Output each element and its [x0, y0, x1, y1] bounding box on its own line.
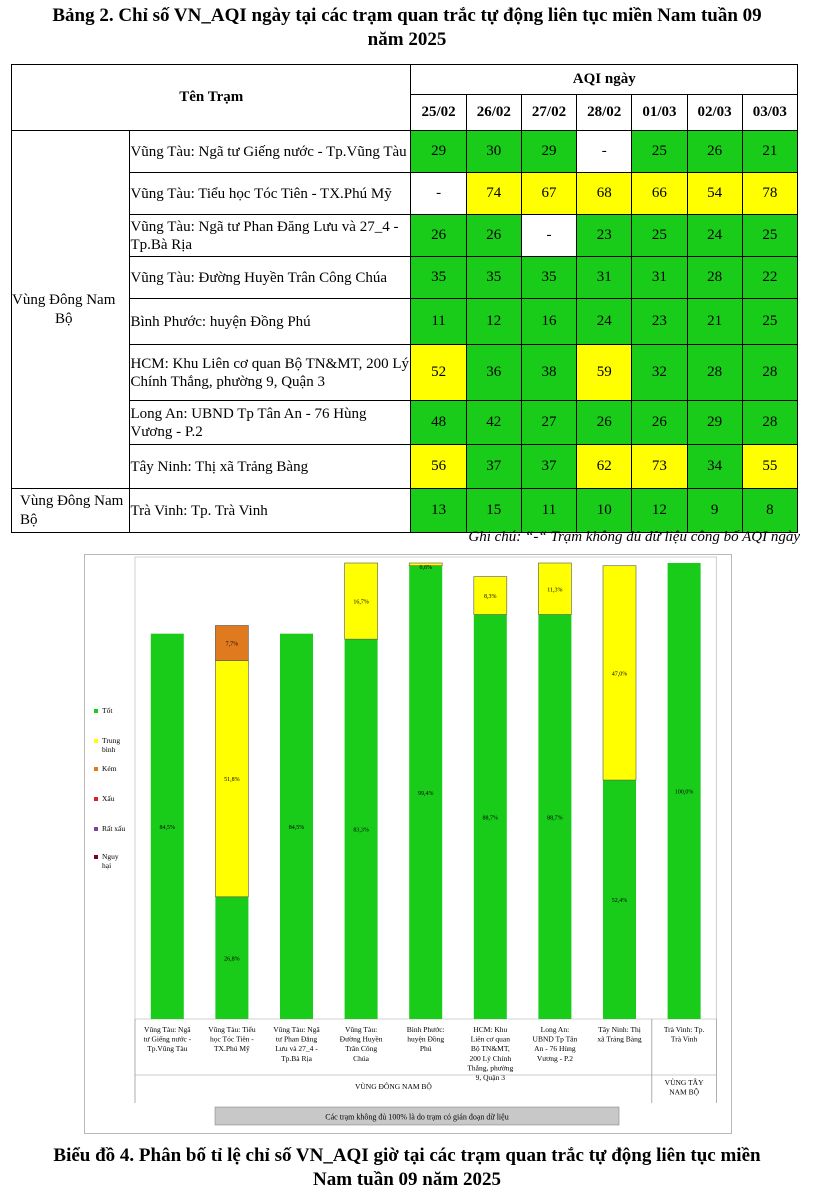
aqi-value-cell: 38: [521, 345, 576, 401]
aqi-value-cell: 26: [632, 401, 687, 445]
table-title-line2: năm 2025: [367, 29, 447, 50]
data-label: 84,5%: [159, 824, 176, 831]
aqi-value-cell: 26: [466, 215, 521, 257]
aqi-value-cell: 30: [466, 131, 521, 173]
table-row: [12, 257, 798, 299]
aqi-value-cell: 12: [466, 299, 521, 345]
legend-label: Kém: [102, 764, 117, 773]
data-label: 0,6%: [419, 565, 432, 571]
aqi-value-cell: 13: [411, 489, 466, 533]
header-station: Tên Trạm: [12, 65, 411, 131]
aqi-value-cell: 31: [632, 257, 687, 299]
legend-label: Rất xấu: [102, 824, 126, 833]
data-label: 99,4%: [417, 790, 434, 797]
station-cell: Tây Ninh: Thị xã Trảng Bàng: [130, 445, 411, 489]
category-tick-label: Thắng, phường: [467, 1063, 514, 1073]
station-cell: Vũng Tàu: Đường Huyền Trân Công Chúa: [130, 257, 411, 299]
date-header: 27/02: [521, 95, 576, 131]
category-tick-label: xã Trảng Bàng: [597, 1034, 642, 1044]
category-tick-label: Tp.Vũng Tàu: [147, 1044, 188, 1054]
aqi-value-cell: 42: [466, 401, 521, 445]
data-label: 51,8%: [224, 777, 240, 784]
legend-label: Xấu: [102, 794, 115, 803]
category-tick-label: TX.Phú Mỹ: [213, 1044, 250, 1054]
legend-label: bình: [102, 745, 116, 754]
date-header: 25/02: [411, 95, 466, 131]
aqi-value-cell: 29: [521, 131, 576, 173]
category-tick-label: huyện Đồng: [407, 1034, 445, 1044]
aqi-value-cell: 28: [687, 345, 742, 401]
group-label: NAM BỘ: [669, 1087, 699, 1097]
aqi-value-cell: 26: [577, 401, 632, 445]
category-tick-label: Trân Công: [345, 1044, 378, 1054]
category-tick-label: tư Phan Đăng: [275, 1034, 318, 1044]
aqi-value-cell: 21: [742, 131, 797, 173]
data-label: 83,3%: [353, 827, 369, 834]
stacked-bar-chart: [85, 555, 731, 1133]
aqi-value-cell: 25: [742, 299, 797, 345]
date-header: 01/03: [632, 95, 687, 131]
category-tick-label: 200 Lý Chính: [469, 1053, 512, 1063]
station-cell: Bình Phước: huyện Đồng Phú: [130, 299, 411, 345]
category-tick-label: Bộ TN&MT,: [470, 1044, 510, 1054]
category-tick-label: HCM: Khu: [473, 1025, 508, 1034]
aqi-value-cell: 28: [742, 345, 797, 401]
aqi-value-cell: 26: [687, 131, 742, 173]
aqi-value-cell: 52: [411, 345, 466, 401]
aqi-value-cell: 11: [521, 489, 576, 533]
chart-caption: [0, 1144, 814, 1192]
legend-label: Tốt: [102, 706, 113, 715]
aqi-value-cell: 73: [632, 445, 687, 489]
data-label: 88,7%: [482, 815, 499, 822]
aqi-value-cell: 55: [742, 445, 797, 489]
aqi-value-cell: 29: [687, 401, 742, 445]
legend-swatch: [94, 827, 98, 831]
aqi-value-cell: 15: [466, 489, 521, 533]
aqi-value-cell: 37: [521, 445, 576, 489]
legend-swatch: [94, 797, 98, 801]
aqi-value-cell: 74: [466, 173, 521, 215]
aqi-value-cell: 62: [577, 445, 632, 489]
aqi-value-cell: 78: [742, 173, 797, 215]
aqi-value-cell: 24: [687, 215, 742, 257]
chart-footnote: Các trạm không đủ 100% là do trạm có gián đoạn dữ liệu: [325, 1112, 509, 1122]
legend-label: hại: [102, 861, 112, 870]
table-row: [12, 173, 798, 215]
aqi-value-cell: 25: [632, 131, 687, 173]
legend-swatch: [94, 739, 98, 743]
date-header: 02/03: [687, 95, 742, 131]
aqi-value-cell: -: [577, 131, 632, 173]
category-tick-label: Vũng Tàu: Ngã: [273, 1025, 320, 1034]
table-row: [12, 345, 798, 401]
legend-swatch: [94, 709, 98, 713]
aqi-value-cell: 9: [687, 489, 742, 533]
aqi-value-cell: 21: [687, 299, 742, 345]
data-label: 7,7%: [225, 641, 239, 648]
aqi-value-cell: 37: [466, 445, 521, 489]
category-tick-label: Trà Vinh: [670, 1034, 698, 1044]
aqi-value-cell: 22: [742, 257, 797, 299]
data-label: 16,7%: [353, 599, 369, 606]
data-label: 11,3%: [547, 587, 563, 594]
data-label: 26,8%: [224, 956, 240, 963]
category-tick-label: Long An:: [540, 1025, 570, 1034]
aqi-value-cell: 23: [632, 299, 687, 345]
category-tick-label: Tp.Bà Rịa: [281, 1053, 312, 1063]
aqi-value-cell: 54: [687, 173, 742, 215]
aqi-value-cell: 32: [632, 345, 687, 401]
table-row: [12, 131, 798, 173]
data-label: 47,0%: [611, 671, 628, 678]
aqi-value-cell: 56: [411, 445, 466, 489]
table-note: Ghi chú: “-“ Trạm không đủ dữ liệu công bố AQI ngày: [468, 529, 800, 545]
aqi-value-cell: 67: [521, 173, 576, 215]
region-cell: Vùng Đông Nam Bộ: [12, 131, 130, 489]
aqi-value-cell: 34: [687, 445, 742, 489]
aqi-value-cell: 16: [521, 299, 576, 345]
aqi-value-cell: 35: [521, 257, 576, 299]
category-tick-label: Tây Ninh: Thị: [598, 1025, 641, 1034]
table-title: [0, 4, 814, 52]
category-tick-label: 9, Quận 3: [475, 1073, 505, 1082]
table-row: [12, 215, 798, 257]
aqi-value-cell: 8: [742, 489, 797, 533]
group-label: VÙNG TÂY: [664, 1078, 704, 1087]
data-label: 84,5%: [288, 824, 305, 831]
aqi-value-cell: 31: [577, 257, 632, 299]
category-tick-label: Liên cơ quan: [470, 1034, 510, 1044]
aqi-value-cell: 35: [411, 257, 466, 299]
aqi-value-cell: 25: [632, 215, 687, 257]
aqi-value-cell: -: [411, 173, 466, 215]
station-cell: Long An: UBND Tp Tân An - 76 Hùng Vương - P.2: [130, 401, 411, 445]
aqi-value-cell: 28: [742, 401, 797, 445]
date-header: 03/03: [742, 95, 797, 131]
aqi-value-cell: 29: [411, 131, 466, 173]
category-tick-label: tư Giếng nước -: [143, 1034, 192, 1044]
station-cell: Trà Vinh: Tp. Trà Vinh: [130, 489, 411, 533]
category-tick-label: Lưu và 27_4 -: [275, 1044, 318, 1054]
region-cell: Vùng Đông Nam Bộ: [12, 489, 130, 533]
aqi-value-cell: 66: [632, 173, 687, 215]
aqi-table: [11, 64, 798, 533]
station-cell: Vũng Tàu: Tiểu học Tóc Tiên - TX.Phú Mỹ: [130, 173, 411, 215]
category-tick-label: Vũng Tàu:: [345, 1025, 378, 1034]
chart-caption-line2: Nam tuần 09 năm 2025: [313, 1169, 501, 1190]
legend-label: Nguy: [102, 852, 119, 861]
category-tick-label: An - 76 Hùng: [534, 1044, 576, 1054]
aqi-value-cell: 25: [742, 215, 797, 257]
category-tick-label: Vương - P.2: [536, 1053, 573, 1063]
category-tick-label: Trà Vinh: Tp.: [663, 1025, 705, 1034]
table-row: [12, 489, 798, 533]
aqi-value-cell: 28: [687, 257, 742, 299]
legend-swatch: [94, 767, 98, 771]
category-tick-label: học Tóc Tiên -: [209, 1034, 254, 1044]
date-header: 26/02: [466, 95, 521, 131]
aqi-value-cell: 59: [577, 345, 632, 401]
aqi-value-cell: 48: [411, 401, 466, 445]
aqi-value-cell: 27: [521, 401, 576, 445]
data-label: 52,4%: [611, 898, 628, 905]
aqi-value-cell: 26: [411, 215, 466, 257]
aqi-value-cell: 10: [577, 489, 632, 533]
station-cell: HCM: Khu Liên cơ quan Bộ TN&MT, 200 Lý Chính Thắng, phường 9, Quận 3: [130, 345, 411, 401]
aqi-value-cell: 35: [466, 257, 521, 299]
station-cell: Vũng Tàu: Ngã tư Phan Đăng Lưu và 27_4 - Tp.Bà Rịa: [130, 215, 411, 257]
station-cell: Vũng Tàu: Ngã tư Giếng nước - Tp.Vũng Tàu: [130, 131, 411, 173]
legend-label: Trung: [102, 736, 121, 745]
chart-frame: [84, 554, 732, 1134]
table-title-line1: Bảng 2. Chỉ số VN_AQI ngày tại các trạm quan trắc tự động liên tục miền Nam tuần 09: [52, 5, 762, 26]
category-tick-label: UBND Tp Tân: [532, 1034, 578, 1044]
table-row: [12, 401, 798, 445]
table-row: [12, 445, 798, 489]
data-label: 8,3%: [484, 594, 497, 601]
category-tick-label: Đường Huyền: [339, 1034, 383, 1044]
category-tick-label: Bình Phước:: [406, 1025, 445, 1034]
chart-caption-line1: Biểu đồ 4. Phân bố tỉ lệ chỉ số VN_AQI giờ tại các trạm quan trắc tự động liên tục miền: [53, 1145, 761, 1166]
date-header: 28/02: [577, 95, 632, 131]
data-label: 100,0%: [674, 789, 694, 796]
aqi-value-cell: 24: [577, 299, 632, 345]
data-label: 88,7%: [547, 815, 563, 822]
category-tick-label: Chúa: [353, 1053, 370, 1063]
group-label: VÙNG ĐÔNG NAM BỘ: [354, 1082, 432, 1091]
aqi-value-cell: 23: [577, 215, 632, 257]
legend-swatch: [94, 855, 98, 859]
aqi-value-cell: 11: [411, 299, 466, 345]
aqi-value-cell: 36: [466, 345, 521, 401]
aqi-value-cell: 12: [632, 489, 687, 533]
header-aqi: AQI ngày: [411, 65, 798, 95]
aqi-value-cell: -: [521, 215, 576, 257]
aqi-value-cell: 68: [577, 173, 632, 215]
category-tick-label: Phú: [419, 1044, 432, 1054]
table-row: [12, 299, 798, 345]
category-tick-label: Vũng Tàu: Tiểu: [208, 1025, 256, 1034]
category-tick-label: Vũng Tàu: Ngã: [144, 1025, 191, 1034]
